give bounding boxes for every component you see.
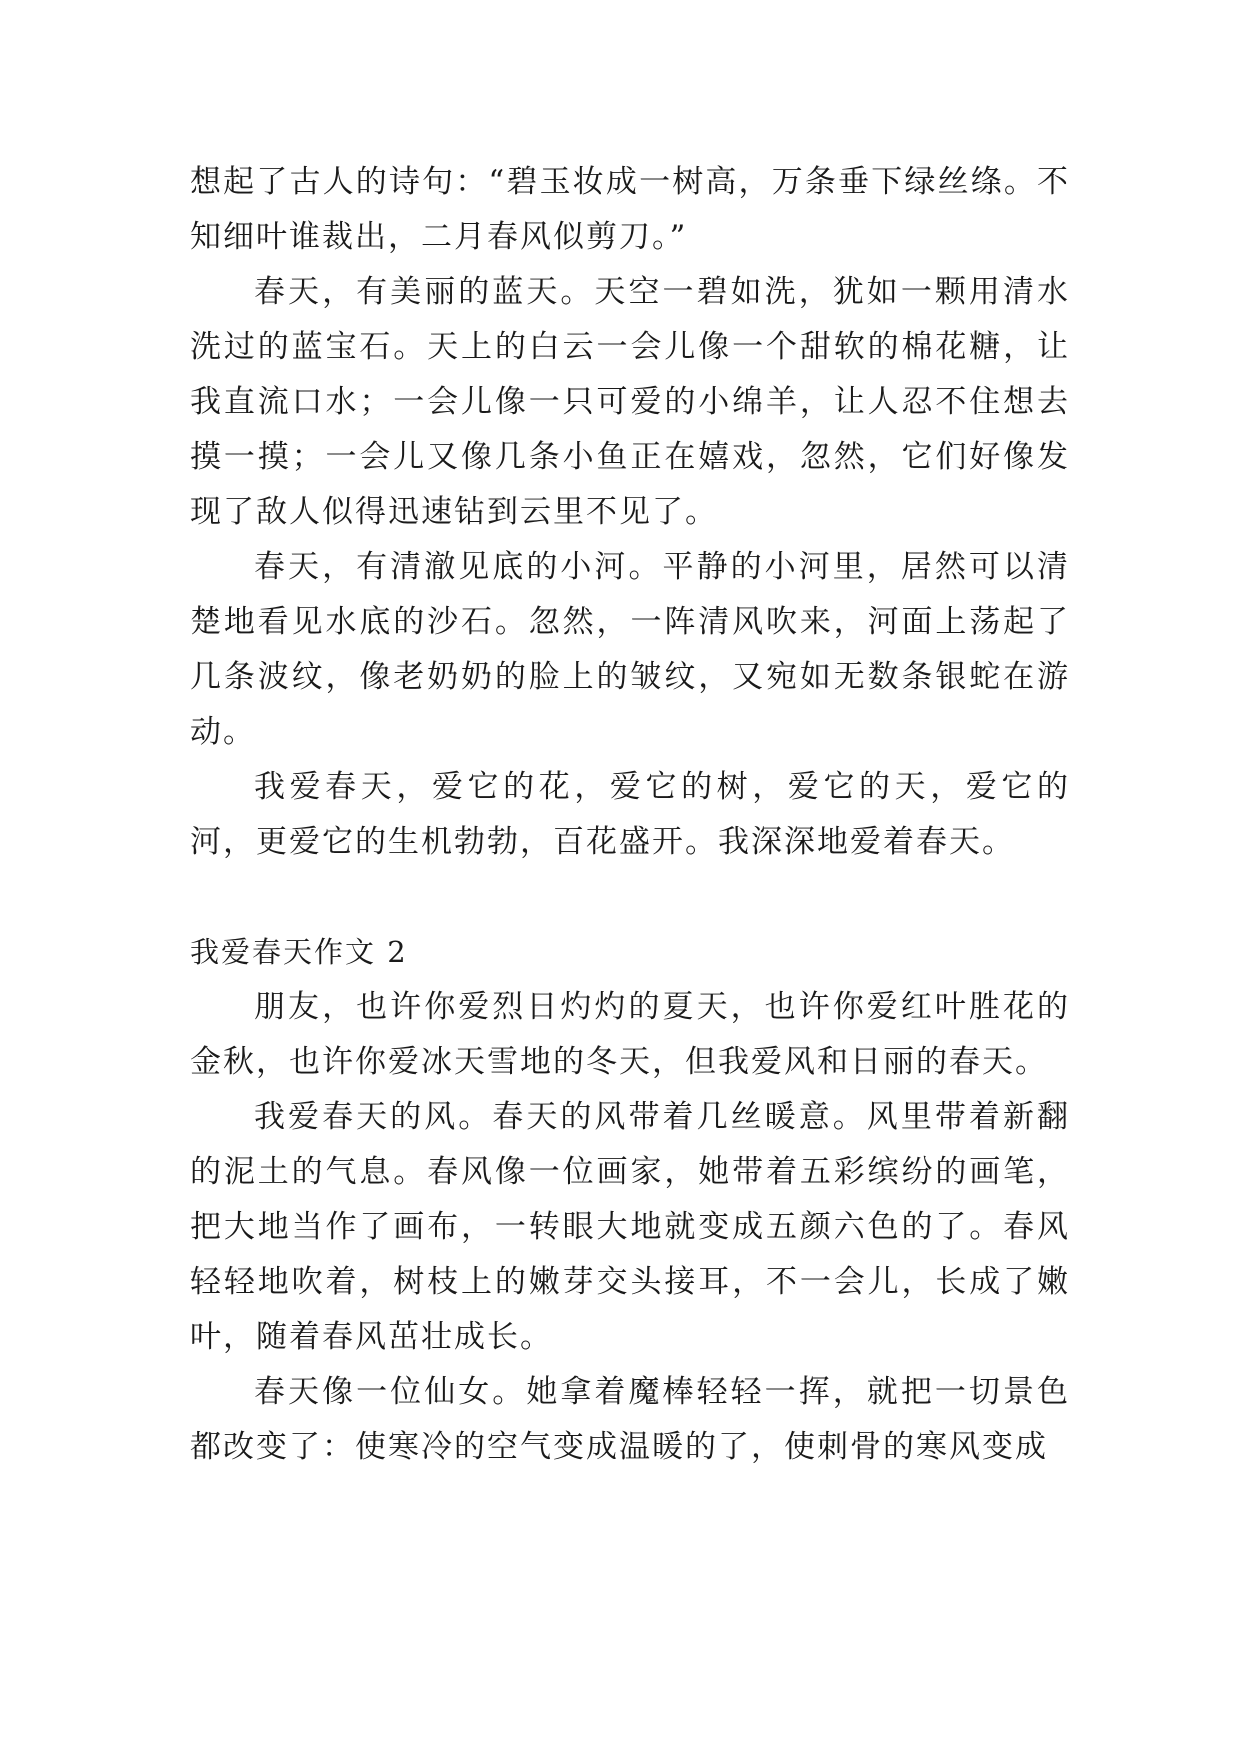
paragraph-intro: 朋友，也许你爱烈日灼灼的夏天，也许你爱红叶胜花的金秋，也许你爱冰天雪地的冬天，但我爱风和日丽的春天。 [190,989,1070,1080]
paragraph-blue-sky: 春天，有美丽的蓝天。天空一碧如洗，犹如一颗用清水洗过的蓝宝石。天上的白云一会儿像一个甜软的棉花糖，让我直流口水；一会儿像一只可爱的小绵羊，让人忍不住想去摸一摸；一会儿又像几条小鱼正在嬉戏，忽然，它们好像发现了敌人似得迅速钻到云里不见了。 [190,274,1070,530]
paragraph-continued: 想起了古人的诗句：“碧玉妆成一树高，万条垂下绿丝绦。不知细叶谁裁出，二月春风似剪刀。” [190,164,1070,255]
paragraph-river: 春天，有清澈见底的小河。平静的小河里，居然可以清楚地看见水底的沙石。忽然，一阵清风吹来，河面上荡起了几条波纹，像老奶奶的脸上的皱纹，又宛如无数条银蛇在游动。 [190,549,1070,750]
paragraph-spring-wind: 我爱春天的风。春天的风带着几丝暖意。风里带着新翻的泥土的气息。春风像一位画家，她带着五彩缤纷的画笔，把大地当作了画布，一转眼大地就变成五颜六色的了。春风轻轻地吹着，树枝上的嫩芽交头接耳，不一会儿，长成了嫩叶，随着春风茁壮成长。 [190,1099,1070,1355]
paragraph-conclusion: 我爱春天，爱它的花，爱它的树，爱它的天，爱它的河，更爱它的生机勃勃，百花盛开。我深深地爱着春天。 [190,769,1070,860]
section-gap [190,870,1070,925]
document-body [190,155,1070,1475]
section-title: 我爱春天作文 2 [190,935,408,969]
paragraph-fairy: 春天像一位仙女。她拿着魔棒轻轻一挥，就把一切景色都改变了：使寒冷的空气变成温暖的了，使刺骨的寒风变成 [190,1374,1070,1465]
